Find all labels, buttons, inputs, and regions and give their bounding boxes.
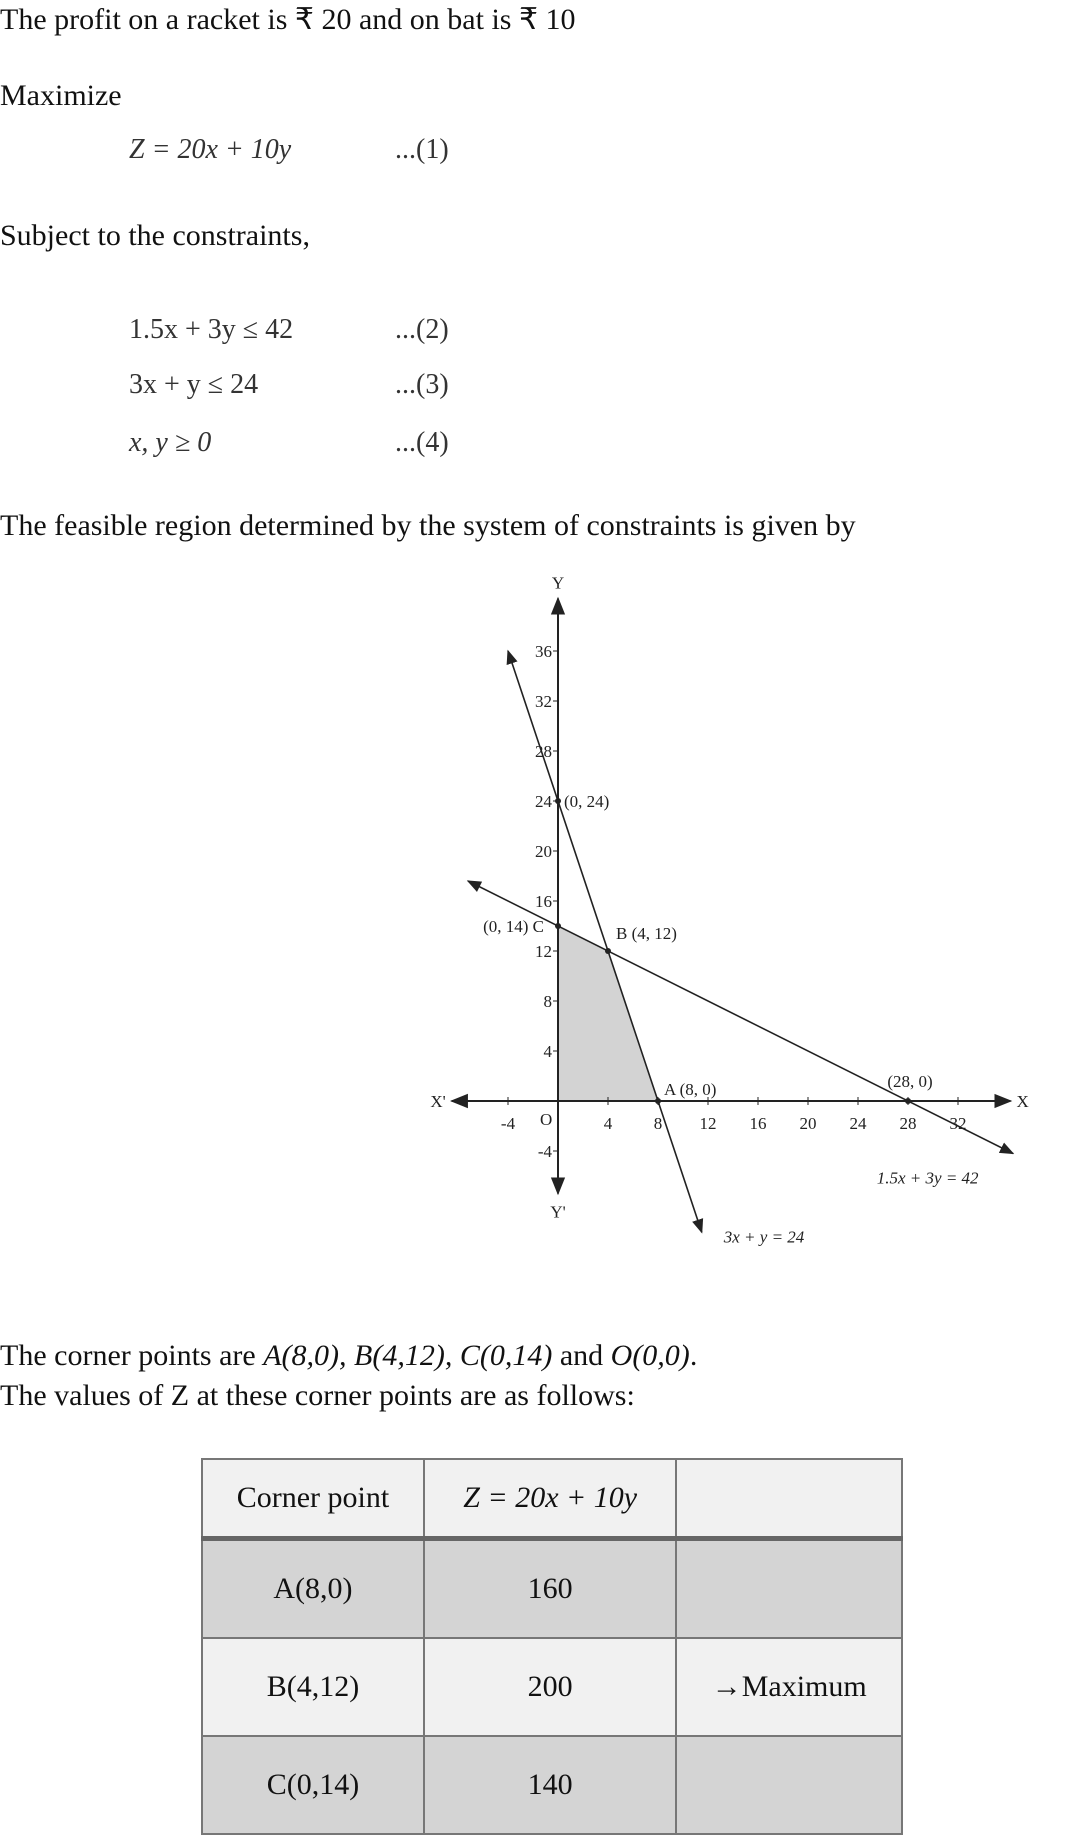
constraint-expr: x, y ≥ 0 bbox=[129, 427, 212, 458]
header-cell bbox=[676, 1459, 902, 1539]
table-cell: →Maximum bbox=[676, 1638, 902, 1736]
corner-point bbox=[605, 948, 611, 954]
axis-label-x: X bbox=[1016, 1092, 1029, 1111]
x-tick-label: 16 bbox=[749, 1114, 767, 1133]
x-tick-label: 32 bbox=[949, 1114, 967, 1133]
y-tick-label: 28 bbox=[535, 742, 552, 761]
feasible-text: The feasible region determined by the system of constraints is given by bbox=[0, 509, 856, 542]
corner-prefix: The corner points are bbox=[0, 1339, 256, 1372]
point-label: (28, 0) bbox=[887, 1072, 933, 1091]
corner-values-table bbox=[201, 1458, 903, 1835]
table-cell bbox=[676, 1736, 902, 1834]
constraint-expr: 1.5x + 3y ≤ 42 bbox=[129, 314, 294, 345]
axis-label-y: Y bbox=[551, 573, 565, 593]
y-tick-label: 20 bbox=[535, 842, 552, 861]
constraint-line-label: 3x + y = 24 bbox=[723, 1227, 805, 1247]
x-tick-label: 4 bbox=[603, 1114, 613, 1133]
corner-point bbox=[555, 923, 561, 929]
table-cell: B(4,12) bbox=[202, 1638, 424, 1736]
origin-label: O bbox=[540, 1110, 553, 1129]
x-tick-label: 12 bbox=[699, 1114, 717, 1133]
constraint-ref: ...(3) bbox=[395, 369, 449, 400]
corner-point bbox=[905, 1098, 911, 1104]
table-cell bbox=[676, 1539, 902, 1639]
constraint-ref: ...(2) bbox=[395, 314, 449, 345]
objective-expr: Z = 20x + 10y bbox=[129, 134, 292, 165]
corner-last: O(0,0) bbox=[610, 1339, 690, 1372]
y-tick-label: 12 bbox=[535, 942, 552, 961]
point-label: B (4, 12) bbox=[616, 924, 677, 943]
y-tick-label: 24 bbox=[535, 792, 552, 811]
objective-ref: ...(1) bbox=[395, 134, 449, 165]
x-tick-label: 20 bbox=[799, 1114, 817, 1133]
table-cell: 200 bbox=[424, 1638, 677, 1736]
corner-end: . bbox=[689, 1339, 698, 1372]
constraint-line-label: 1.5x + 3y = 42 bbox=[876, 1168, 979, 1188]
header-cell: Corner point bbox=[202, 1459, 424, 1539]
maximize-label: Maximize bbox=[0, 79, 122, 112]
axis-label-y-neg: Y' bbox=[550, 1202, 566, 1222]
y-tick-label: -4 bbox=[537, 1142, 552, 1161]
x-tick-label: 8 bbox=[653, 1114, 663, 1133]
y-tick-label: 36 bbox=[535, 642, 552, 661]
table-cell: 160 bbox=[424, 1539, 677, 1639]
constraint-ref: ...(4) bbox=[395, 427, 449, 458]
constraint-expr: 3x + y ≤ 24 bbox=[129, 369, 259, 400]
corner-and: and bbox=[559, 1339, 604, 1372]
table-row bbox=[202, 1539, 902, 1639]
table-row bbox=[202, 1638, 902, 1736]
x-tick-label: 24 bbox=[849, 1114, 867, 1133]
y-tick-label: 32 bbox=[535, 692, 552, 711]
corner-points: A(8,0), B(4,12), C(0,14) bbox=[263, 1339, 553, 1372]
corner-points-text bbox=[0, 1338, 697, 1374]
point-label: A (8, 0) bbox=[664, 1080, 717, 1099]
table-cell: A(8,0) bbox=[202, 1539, 424, 1639]
corner-point bbox=[555, 798, 561, 804]
values-text: The values of Z at these corner points are as follows: bbox=[0, 1379, 635, 1412]
point-label: (0, 14) C bbox=[483, 917, 544, 936]
intro-text: The profit on a racket is ₹ 20 and on bat is ₹ 10 bbox=[0, 3, 576, 36]
feasible-region-graph bbox=[380, 560, 1072, 1260]
x-tick-label: -4 bbox=[500, 1114, 516, 1133]
table-cell: 140 bbox=[424, 1736, 677, 1834]
x-tick-label: 28 bbox=[899, 1114, 917, 1133]
y-tick-label: 16 bbox=[535, 892, 552, 911]
corner-point bbox=[655, 1098, 661, 1104]
subject-label: Subject to the constraints, bbox=[0, 219, 310, 252]
point-label: (0, 24) bbox=[564, 792, 610, 811]
header-cell: Z = 20x + 10y bbox=[424, 1459, 677, 1539]
table-row bbox=[202, 1736, 902, 1834]
table-cell: C(0,14) bbox=[202, 1736, 424, 1834]
y-tick-label: 8 bbox=[543, 992, 552, 1011]
axis-label-x-neg: X' bbox=[430, 1092, 446, 1111]
y-tick-label: 4 bbox=[543, 1042, 552, 1061]
table-header bbox=[202, 1459, 902, 1539]
